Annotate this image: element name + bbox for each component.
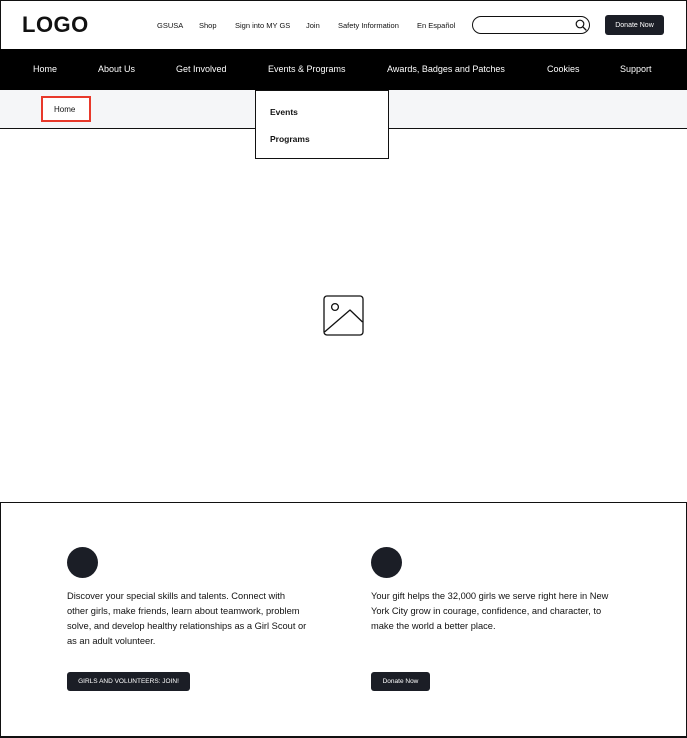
util-link-gsusa[interactable]: GSUSA	[157, 21, 184, 30]
join-description: Discover your special skills and talents. Connect with other girls, make friends, learn about teamwork, problem solve, and develop healthy relationships as a Girl Scout or as an adult volunteer.	[67, 591, 307, 646]
join-button[interactable]: GIRLS AND VOLUNTEERS: JOIN!	[67, 672, 190, 691]
donate-now-button[interactable]: Donate Now	[605, 15, 664, 35]
nav-item-events-programs[interactable]: Events & Programs	[268, 64, 346, 74]
hero-image	[0, 129, 687, 503]
nav-item-home[interactable]: Home	[33, 64, 58, 74]
util-link-join[interactable]: Join	[306, 21, 320, 30]
search-input[interactable]	[481, 19, 573, 31]
nav-item-get-involved[interactable]: Get Involved	[176, 64, 227, 74]
util-link-shop[interactable]: Shop	[199, 21, 217, 30]
main-nav	[0, 49, 687, 90]
join-avatar	[67, 547, 98, 578]
nav-item-support[interactable]: Support	[620, 64, 652, 74]
nav-item-about-us[interactable]: About Us	[98, 64, 136, 74]
search-box	[472, 16, 590, 34]
donate-now-bottom-button[interactable]: Donate Now	[371, 672, 430, 691]
dropdown-item-events[interactable]: Events	[270, 107, 298, 117]
util-link-espanol[interactable]: En Español	[417, 21, 456, 30]
site-logo[interactable]: LOGO	[22, 12, 89, 37]
util-link-safety[interactable]: Safety Information	[338, 21, 399, 30]
nav-item-awards-badges[interactable]: Awards, Badges and Patches	[387, 64, 505, 74]
donate-avatar	[371, 547, 402, 578]
image-placeholder-icon	[323, 295, 364, 336]
nav-item-cookies[interactable]: Cookies	[547, 64, 580, 74]
search-icon[interactable]	[575, 19, 587, 31]
util-link-sign-in[interactable]: Sign into MY GS	[235, 21, 291, 30]
donate-description: Your gift helps the 32,000 girls we serve right here in New York City grow in courage, confidence, and character, to make the world a better place.	[371, 591, 609, 631]
events-programs-dropdown	[255, 90, 389, 159]
top-header	[0, 0, 687, 49]
breadcrumb-home-label: Home	[54, 105, 76, 114]
breadcrumb-home[interactable]	[41, 96, 91, 122]
dropdown-item-programs[interactable]: Programs	[270, 134, 310, 144]
